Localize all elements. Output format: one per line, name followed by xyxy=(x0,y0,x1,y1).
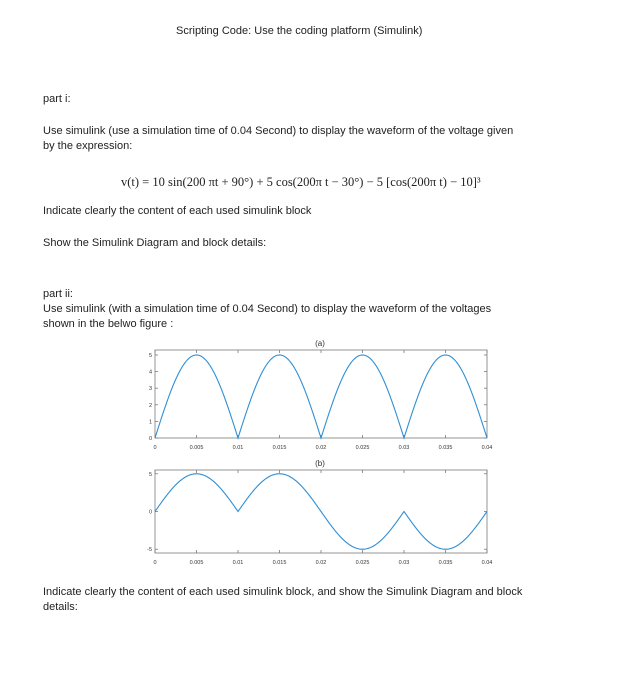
part1-note-diagram: Show the Simulink Diagram and block details: xyxy=(43,237,267,249)
y-tick-label: 0 xyxy=(148,436,152,442)
x-tick-label: 0 xyxy=(153,560,157,566)
x-tick-label: 0.01 xyxy=(232,445,244,451)
y-tick-label: -5 xyxy=(147,547,152,554)
part2-footer-line2: details: xyxy=(43,601,78,613)
x-tick-label: 0.02 xyxy=(315,445,327,451)
y-tick-label: 4 xyxy=(148,369,152,376)
x-tick-label: 0.04 xyxy=(481,560,493,566)
part1-note-content: Indicate clearly the content of each used simulink block xyxy=(43,205,312,217)
y-tick-label: 5 xyxy=(148,471,152,478)
waveform-line xyxy=(155,355,487,438)
x-tick-label: 0.035 xyxy=(438,560,453,566)
y-tick-label: 0 xyxy=(148,509,152,516)
y-tick-label: 1 xyxy=(148,419,152,426)
page-title: Scripting Code: Use the coding platform (Simulink) xyxy=(176,25,423,37)
x-tick-label: 0 xyxy=(153,445,157,451)
x-tick-label: 0.025 xyxy=(355,560,370,566)
x-tick-label: 0.03 xyxy=(398,445,410,451)
part2-heading: part ii: xyxy=(43,288,73,300)
part1-instruction-line2: by the expression: xyxy=(43,140,133,152)
chart-b xyxy=(0,456,638,571)
chart-b-title: (b) xyxy=(315,459,325,468)
part2-footer-line1: Indicate clearly the content of each used simulink block, and show the Simulink Diagram and block xyxy=(43,586,523,598)
waveform-line xyxy=(155,474,487,549)
part1-equation: v(t) = 10 sin(200 πt + 90°) + 5 cos(200π t − 30°) − 5 [cos(200π t) − 10]³ xyxy=(121,175,481,189)
chart-a-title: (a) xyxy=(315,339,325,348)
x-tick-label: 0.01 xyxy=(232,560,244,566)
x-tick-label: 0.005 xyxy=(189,445,204,451)
y-tick-label: 5 xyxy=(148,352,152,359)
x-tick-label: 0.035 xyxy=(438,445,453,451)
part1-heading: part i: xyxy=(43,93,71,105)
y-tick-label: 3 xyxy=(148,386,152,393)
plot-frame xyxy=(155,350,487,438)
x-tick-label: 0.03 xyxy=(398,560,410,566)
part2-instruction-line2: shown in the belwo figure : xyxy=(43,318,174,330)
part2-instruction-line1: Use simulink (with a simulation time of 0.04 Second) to display the waveform of the voltages xyxy=(43,303,492,315)
x-tick-label: 0.015 xyxy=(272,560,287,566)
x-tick-label: 0.015 xyxy=(272,445,287,451)
x-tick-label: 0.04 xyxy=(481,445,493,451)
x-tick-label: 0.02 xyxy=(315,560,327,566)
x-tick-label: 0.005 xyxy=(189,560,204,566)
chart-a xyxy=(0,336,638,461)
part1-instruction-line1: Use simulink (use a simulation time of 0.04 Second) to display the waveform of the voltage given xyxy=(43,125,514,137)
x-tick-label: 0.025 xyxy=(355,445,370,451)
y-tick-label: 2 xyxy=(148,402,152,409)
